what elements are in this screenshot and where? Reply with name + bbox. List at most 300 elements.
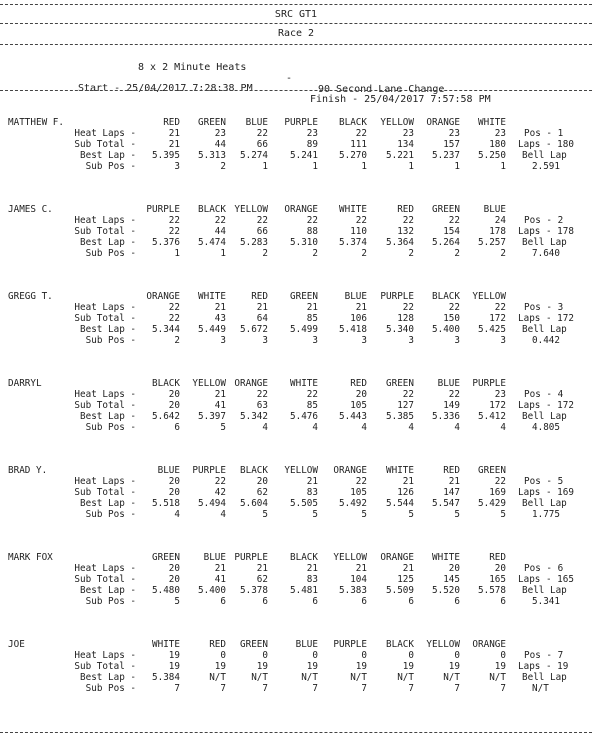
result-cell: 3: [262, 335, 268, 346]
result-cell: 5.604: [240, 498, 268, 509]
result-cell: 5.397: [198, 411, 226, 422]
summary-bell: 5.341: [532, 596, 560, 607]
result-cell: 5.544: [386, 498, 414, 509]
racer-block: [0, 291, 592, 371]
result-cell: 105: [350, 400, 367, 411]
result-cell: 20: [256, 476, 268, 487]
lane-header: BLACK: [290, 552, 318, 563]
result-cell: 21: [306, 563, 318, 574]
summary-pos: Pos - 3: [524, 302, 564, 313]
lane-header: GREEN: [198, 117, 226, 128]
row-label: Best Lap -: [80, 237, 136, 248]
lane-header: PURPLE: [234, 552, 268, 563]
result-cell: 22: [402, 389, 414, 400]
lane-header: YELLOW: [380, 117, 414, 128]
racer-name: GREGG T.: [8, 291, 53, 302]
result-cell: 5.425: [478, 324, 506, 335]
summary-pos: Pos - 7: [524, 650, 564, 661]
result-cell: 1: [174, 248, 180, 259]
result-cell: 44: [214, 139, 226, 150]
result-cell: 66: [256, 226, 268, 237]
result-cell: 111: [350, 139, 367, 150]
lane-header: YELLOW: [333, 552, 367, 563]
result-cell: 5.364: [386, 237, 414, 248]
result-cell: 5.395: [152, 150, 180, 161]
result-cell: 169: [489, 487, 506, 498]
result-cell: 6: [262, 596, 268, 607]
racer-block: [0, 117, 592, 197]
result-cell: 5.499: [290, 324, 318, 335]
row-label: Sub Pos -: [85, 596, 136, 607]
row-label: Sub Pos -: [85, 335, 136, 346]
lane-header: BLUE: [437, 378, 460, 389]
result-cell: 4: [220, 509, 226, 520]
summary-bell: 1.775: [532, 509, 560, 520]
result-cell: 22: [355, 476, 367, 487]
row-label: Heat Laps -: [74, 476, 136, 487]
race-name: Race 2: [277, 28, 315, 39]
racer-block: [0, 639, 592, 719]
result-cell: N/T: [350, 672, 367, 683]
lane-header: GREEN: [290, 291, 318, 302]
result-cell: 5.336: [432, 411, 460, 422]
result-cell: 6: [408, 596, 414, 607]
result-cell: 22: [402, 215, 414, 226]
summary-bell: 2.591: [532, 161, 560, 172]
result-cell: 5.480: [152, 585, 180, 596]
result-cell: 5.283: [240, 237, 268, 248]
result-cell: 0: [500, 650, 506, 661]
result-cell: 64: [256, 313, 268, 324]
result-cell: 1: [262, 161, 268, 172]
row-label: Best Lap -: [80, 411, 136, 422]
result-cell: 2: [174, 335, 180, 346]
summary-laps: Laps - 172: [518, 313, 574, 324]
result-cell: 5: [408, 509, 414, 520]
result-cell: 5.237: [432, 150, 460, 161]
lane-header: GREEN: [152, 552, 180, 563]
summary-pos: Pos - 5: [524, 476, 564, 487]
lane-header: ORANGE: [234, 378, 268, 389]
row-label: Sub Pos -: [85, 509, 136, 520]
result-cell: 20: [448, 563, 460, 574]
result-cell: 172: [489, 313, 506, 324]
time-line: [0, 72, 592, 105]
result-cell: 20: [168, 487, 180, 498]
result-cell: N/T: [301, 672, 318, 683]
result-cell: 19: [306, 661, 318, 672]
result-cell: 21: [306, 302, 318, 313]
result-cell: 19: [448, 661, 460, 672]
result-cell: 157: [443, 139, 460, 150]
lane-header: YELLOW: [426, 639, 460, 650]
lane-header: BLACK: [198, 204, 226, 215]
rule-3: [0, 90, 592, 91]
row-label: Sub Total -: [74, 487, 136, 498]
summary-laps: Laps - 172: [518, 400, 574, 411]
result-cell: 21: [214, 389, 226, 400]
row-label: Best Lap -: [80, 672, 136, 683]
result-cell: 2: [500, 248, 506, 259]
row-label: Sub Total -: [74, 400, 136, 411]
result-cell: 5: [312, 509, 318, 520]
result-cell: 4: [408, 422, 414, 433]
lane-header: PURPLE: [146, 204, 180, 215]
result-cell: 1: [408, 161, 414, 172]
rule-2: [0, 44, 592, 45]
lane-header: ORANGE: [146, 291, 180, 302]
result-cell: 21: [402, 476, 414, 487]
rule-top: [0, 4, 592, 5]
result-cell: N/T: [443, 672, 460, 683]
result-cell: 5.340: [386, 324, 414, 335]
result-cell: 22: [355, 215, 367, 226]
result-cell: 5.509: [386, 585, 414, 596]
result-cell: 7: [220, 683, 226, 694]
lane-change: 90 Second Lane Change: [318, 84, 445, 95]
result-cell: 134: [397, 139, 414, 150]
result-cell: 24: [494, 215, 506, 226]
heat-count: 8 x 2 Minute Heats: [138, 62, 247, 73]
result-cell: N/T: [397, 672, 414, 683]
result-cell: 85: [306, 400, 318, 411]
result-cell: 43: [214, 313, 226, 324]
result-cell: 20: [168, 563, 180, 574]
result-cell: 1: [361, 161, 367, 172]
result-cell: 3: [408, 335, 414, 346]
summary-laps: Laps - 169: [518, 487, 574, 498]
result-cell: 5: [454, 509, 460, 520]
result-cell: 5.313: [198, 150, 226, 161]
result-cell: 22: [214, 215, 226, 226]
result-cell: 4: [312, 422, 318, 433]
racer-name: DARRYL: [8, 378, 42, 389]
row-label: Best Lap -: [80, 498, 136, 509]
summary-pos: Pos - 4: [524, 389, 564, 400]
result-cell: 4: [361, 422, 367, 433]
lane-header: GREEN: [240, 639, 268, 650]
row-label: Heat Laps -: [74, 389, 136, 400]
summary-laps: Laps - 19: [518, 661, 569, 672]
racer-block: [0, 378, 592, 458]
result-cell: 83: [306, 487, 318, 498]
result-cell: 62: [256, 574, 268, 585]
result-cell: 5.250: [478, 150, 506, 161]
summary-pos: Pos - 1: [524, 128, 564, 139]
result-cell: 4: [500, 422, 506, 433]
result-cell: 7: [500, 683, 506, 694]
result-cell: 4: [262, 422, 268, 433]
result-cell: 20: [168, 400, 180, 411]
lane-header: BLUE: [483, 204, 506, 215]
result-cell: 5.384: [152, 672, 180, 683]
summary-bell: 7.640: [532, 248, 560, 259]
result-cell: 5.518: [152, 498, 180, 509]
result-cell: 21: [168, 128, 180, 139]
lane-header: PURPLE: [333, 639, 367, 650]
row-label: Sub Pos -: [85, 422, 136, 433]
result-cell: 3: [361, 335, 367, 346]
result-cell: 7: [408, 683, 414, 694]
result-cell: 41: [214, 400, 226, 411]
result-cell: 21: [256, 302, 268, 313]
summary-bell-label: Bell Lap: [522, 672, 567, 683]
lane-header: BLACK: [152, 378, 180, 389]
result-cell: 5.476: [290, 411, 318, 422]
result-cell: 3: [454, 335, 460, 346]
lane-header: PURPLE: [284, 117, 318, 128]
result-cell: 42: [214, 487, 226, 498]
result-cell: 85: [306, 313, 318, 324]
result-cell: 5.429: [478, 498, 506, 509]
result-cell: 4: [174, 509, 180, 520]
lane-header: PURPLE: [472, 378, 506, 389]
row-label: Heat Laps -: [74, 302, 136, 313]
result-cell: 4: [454, 422, 460, 433]
result-cell: 5.344: [152, 324, 180, 335]
lane-header: WHITE: [432, 552, 460, 563]
lane-header: RED: [251, 291, 268, 302]
lane-header: BLUE: [203, 552, 226, 563]
result-cell: 0: [454, 650, 460, 661]
summary-bell-label: Bell Lap: [522, 150, 567, 161]
result-cell: 19: [494, 661, 506, 672]
result-cell: 2: [408, 248, 414, 259]
result-cell: 5.578: [478, 585, 506, 596]
result-cell: 5.505: [290, 498, 318, 509]
lane-header: GREEN: [386, 378, 414, 389]
result-cell: 21: [214, 302, 226, 313]
result-cell: 5.376: [152, 237, 180, 248]
lane-header: WHITE: [198, 291, 226, 302]
result-cell: 7: [262, 683, 268, 694]
row-label: Heat Laps -: [74, 215, 136, 226]
result-cell: 180: [489, 139, 506, 150]
result-cell: 6: [361, 596, 367, 607]
lane-header: RED: [397, 204, 414, 215]
result-cell: 5.310: [290, 237, 318, 248]
header-separator: -: [286, 73, 293, 84]
result-cell: 5.270: [339, 150, 367, 161]
row-label: Sub Total -: [74, 226, 136, 237]
result-cell: 21: [355, 563, 367, 574]
result-cell: 21: [402, 563, 414, 574]
rule-1: [0, 23, 592, 24]
summary-laps: Laps - 165: [518, 574, 574, 585]
result-cell: 5: [262, 509, 268, 520]
result-cell: 5.385: [386, 411, 414, 422]
result-cell: 21: [355, 302, 367, 313]
row-label: Sub Pos -: [85, 683, 136, 694]
result-cell: 0: [408, 650, 414, 661]
lane-header: WHITE: [152, 639, 180, 650]
result-cell: 5.449: [198, 324, 226, 335]
result-cell: 7: [174, 683, 180, 694]
result-cell: 104: [350, 574, 367, 585]
result-cell: 5.481: [290, 585, 318, 596]
result-cell: 128: [397, 313, 414, 324]
result-cell: 105: [350, 487, 367, 498]
result-cell: 66: [256, 139, 268, 150]
racer-block: [0, 552, 592, 632]
result-cell: 83: [306, 574, 318, 585]
result-cell: 0: [312, 650, 318, 661]
result-cell: 6: [454, 596, 460, 607]
result-cell: 19: [355, 661, 367, 672]
result-cell: 22: [256, 128, 268, 139]
lane-header: YELLOW: [472, 291, 506, 302]
result-cell: 178: [489, 226, 506, 237]
racer-block: [0, 465, 592, 545]
row-label: Heat Laps -: [74, 650, 136, 661]
lane-header: BLACK: [386, 639, 414, 650]
result-cell: 22: [168, 313, 180, 324]
result-cell: 2: [220, 161, 226, 172]
result-cell: 22: [494, 476, 506, 487]
result-cell: 5.474: [198, 237, 226, 248]
result-cell: 62: [256, 487, 268, 498]
result-cell: 22: [402, 302, 414, 313]
result-cell: 5.494: [198, 498, 226, 509]
result-cell: 5.492: [339, 498, 367, 509]
result-cell: 5.400: [432, 324, 460, 335]
result-cell: 126: [397, 487, 414, 498]
result-cell: 23: [448, 128, 460, 139]
result-cell: 6: [500, 596, 506, 607]
result-cell: 1: [500, 161, 506, 172]
result-cell: 19: [214, 661, 226, 672]
result-cell: 22: [214, 476, 226, 487]
summary-bell-label: Bell Lap: [522, 411, 567, 422]
result-cell: 3: [312, 335, 318, 346]
finish-time: Finish - 25/04/2017 7:57:58 PM: [310, 94, 491, 105]
summary-bell-label: Bell Lap: [522, 324, 567, 335]
result-cell: 5.264: [432, 237, 460, 248]
result-cell: 22: [168, 226, 180, 237]
result-cell: 0: [262, 650, 268, 661]
result-cell: 89: [306, 139, 318, 150]
result-cell: 2: [454, 248, 460, 259]
result-cell: 5: [361, 509, 367, 520]
result-cell: N/T: [209, 672, 226, 683]
lane-header: YELLOW: [284, 465, 318, 476]
result-cell: 150: [443, 313, 460, 324]
lane-header: BLACK: [339, 117, 367, 128]
result-cell: 22: [168, 215, 180, 226]
row-label: Heat Laps -: [74, 128, 136, 139]
result-cell: 5.378: [240, 585, 268, 596]
result-cell: 5.642: [152, 411, 180, 422]
result-cell: 22: [494, 302, 506, 313]
result-cell: 19: [256, 661, 268, 672]
result-cell: 172: [489, 400, 506, 411]
result-cell: 23: [494, 128, 506, 139]
result-cell: 5.418: [339, 324, 367, 335]
result-cell: 88: [306, 226, 318, 237]
result-cell: 5.672: [240, 324, 268, 335]
result-cell: 125: [397, 574, 414, 585]
lane-header: ORANGE: [426, 117, 460, 128]
result-cell: 127: [397, 400, 414, 411]
result-cell: 22: [168, 302, 180, 313]
result-cell: 22: [448, 215, 460, 226]
lane-header: BLUE: [344, 291, 367, 302]
lane-header: GREEN: [478, 465, 506, 476]
lane-header: RED: [350, 378, 367, 389]
result-cell: 5: [220, 422, 226, 433]
result-cell: 6: [174, 422, 180, 433]
summary-bell: 4.805: [532, 422, 560, 433]
lane-header: RED: [163, 117, 180, 128]
result-cell: 63: [256, 400, 268, 411]
result-cell: 110: [350, 226, 367, 237]
result-cell: 5.241: [290, 150, 318, 161]
summary-pos: Pos - 6: [524, 563, 564, 574]
result-cell: 154: [443, 226, 460, 237]
lane-header: WHITE: [339, 204, 367, 215]
result-cell: 5.274: [240, 150, 268, 161]
summary-bell: N/T: [532, 683, 549, 694]
result-cell: 21: [448, 476, 460, 487]
result-cell: 20: [494, 563, 506, 574]
result-cell: 22: [355, 128, 367, 139]
result-cell: 20: [168, 574, 180, 585]
lane-header: WHITE: [290, 378, 318, 389]
row-label: Best Lap -: [80, 324, 136, 335]
lane-header: WHITE: [478, 117, 506, 128]
lane-header: BLACK: [432, 291, 460, 302]
result-cell: 41: [214, 574, 226, 585]
lane-header: BLUE: [295, 639, 318, 650]
result-cell: 5.383: [339, 585, 367, 596]
result-cell: 3: [220, 335, 226, 346]
result-cell: 21: [256, 563, 268, 574]
result-cell: 5.520: [432, 585, 460, 596]
lane-header: RED: [443, 465, 460, 476]
result-cell: 19: [168, 661, 180, 672]
result-cell: 7: [312, 683, 318, 694]
result-cell: 23: [214, 128, 226, 139]
result-cell: 20: [355, 389, 367, 400]
result-cell: 3: [174, 161, 180, 172]
result-cell: 44: [214, 226, 226, 237]
lane-header: BLACK: [240, 465, 268, 476]
result-cell: 1: [220, 248, 226, 259]
racer-name: JAMES C.: [8, 204, 53, 215]
summary-pos: Pos - 2: [524, 215, 564, 226]
summary-laps: Laps - 180: [518, 139, 574, 150]
result-cell: 132: [397, 226, 414, 237]
result-cell: 5.400: [198, 585, 226, 596]
result-cell: 22: [448, 389, 460, 400]
result-cell: 5.412: [478, 411, 506, 422]
result-cell: N/T: [489, 672, 506, 683]
result-cell: 7: [454, 683, 460, 694]
summary-bell-label: Bell Lap: [522, 498, 567, 509]
result-cell: 145: [443, 574, 460, 585]
result-cell: 21: [168, 139, 180, 150]
result-cell: 165: [489, 574, 506, 585]
lane-header: PURPLE: [380, 291, 414, 302]
summary-bell-label: Bell Lap: [522, 585, 567, 596]
row-label: Sub Pos -: [85, 248, 136, 259]
lane-header: ORANGE: [380, 552, 414, 563]
row-label: Sub Total -: [74, 574, 136, 585]
lane-header: ORANGE: [333, 465, 367, 476]
result-cell: 106: [350, 313, 367, 324]
result-cell: 23: [494, 389, 506, 400]
summary-bell: 0.442: [532, 335, 560, 346]
